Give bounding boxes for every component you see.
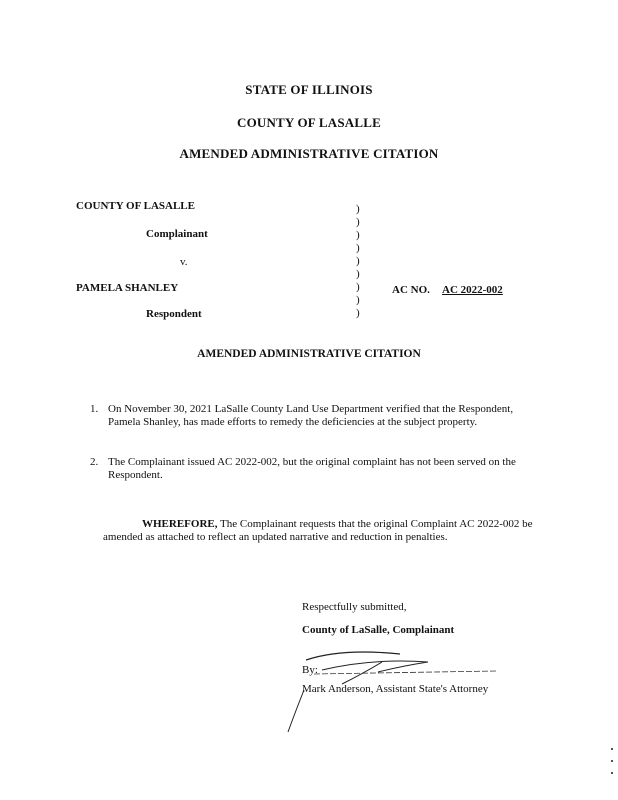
scan-speck [611, 760, 613, 762]
closing-text: Respectfully submitted, [302, 601, 407, 613]
state-heading: STATE OF ILLINOIS [245, 82, 373, 97]
ac-number-value: AC 2022-002 [442, 284, 503, 296]
ac-number-label: AC NO. [392, 284, 430, 296]
section-title: AMENDED ADMINISTRATIVE CITATION [197, 348, 421, 360]
scan-speck [611, 772, 613, 774]
paren: ) [356, 242, 360, 254]
paren: ) [356, 203, 360, 215]
scan-speck [611, 748, 613, 750]
paren: ) [356, 294, 360, 306]
respondent-name: PAMELA SHANLEY [76, 282, 179, 294]
versus-label: v. [180, 256, 188, 268]
wherefore-text: The Complainant requests that the original Complaint AC 2022-002 be amended as attached to reflect an updated narrative and reduction in penalties. [103, 518, 533, 543]
paren: ) [356, 268, 360, 280]
paragraph-number: 2. [90, 456, 99, 468]
paragraph-text: On November 30, 2021 LaSalle County Land Use Department verified that the Respondent, Pamela Shanley, has made efforts to remedy the deficiencies at the subject property. [108, 403, 514, 428]
wherefore-clause [103, 518, 535, 544]
complainant-name: COUNTY OF LASALLE [76, 200, 195, 212]
caption-parentheses [356, 203, 368, 320]
paragraph-number: 1. [90, 403, 99, 415]
document-title: AMENDED ADMINISTRATIVE CITATION [179, 146, 439, 161]
county-heading: COUNTY OF LASALLE [236, 115, 381, 130]
paren: ) [356, 255, 360, 267]
by-label: By: [302, 664, 318, 676]
paragraph-text: The Complainant issued AC 2022-002, but the original complaint has not been served on the Respondent. [108, 456, 516, 481]
paren: ) [356, 216, 360, 228]
signer-line: Mark Anderson, Assistant State's Attorney [302, 683, 489, 695]
paren: ) [356, 229, 360, 241]
complainant-party: County of LaSalle, Complainant [302, 624, 455, 636]
complainant-role: Complainant [146, 228, 208, 240]
respondent-role: Respondent [146, 308, 202, 320]
paren: ) [356, 307, 360, 319]
wherefore-lead: WHEREFORE, [142, 518, 218, 530]
paren: ) [356, 281, 360, 293]
